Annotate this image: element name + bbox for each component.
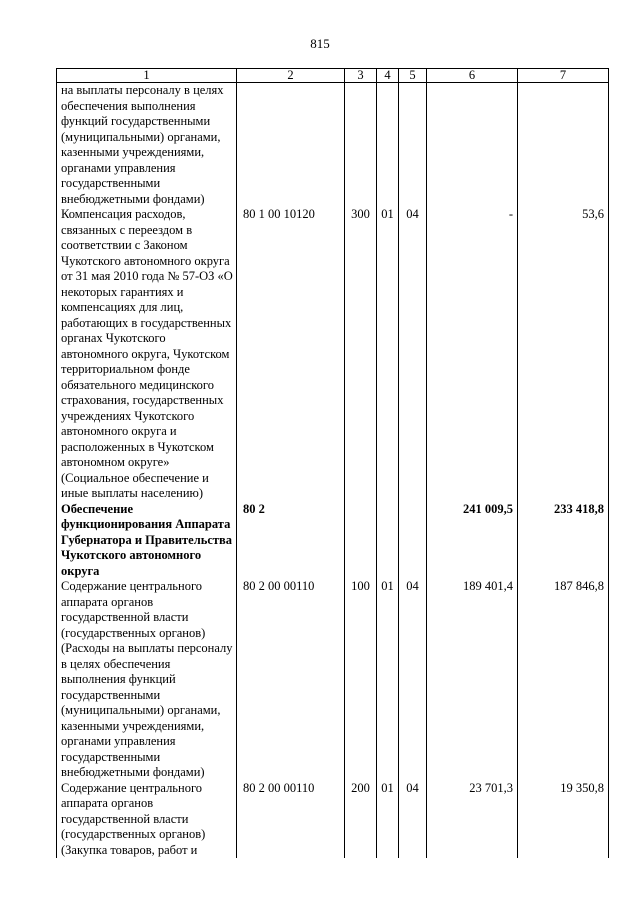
row-subsection: 04 — [399, 579, 427, 781]
row-code: 80 1 00 10120 — [237, 207, 345, 502]
column-header-5: 5 — [399, 69, 427, 83]
row-section — [377, 502, 399, 580]
row-value-year-2: 53,6 — [518, 207, 609, 502]
row-value-year-1: 189 401,4 — [427, 579, 518, 781]
row-expense-type: 200 — [345, 781, 377, 859]
row-expense-type — [345, 502, 377, 580]
row-code — [237, 83, 345, 208]
row-section: 01 — [377, 781, 399, 859]
row-value-year-1: - — [427, 207, 518, 502]
row-description: Содержание центрального аппарата органов государственной власти (государственных органов) (Закупка товаров, работ и — [57, 781, 237, 859]
row-value-year-2: 233 418,8 — [518, 502, 609, 580]
row-section: 01 — [377, 579, 399, 781]
row-value-year-1: 23 701,3 — [427, 781, 518, 859]
row-expense-type: 300 — [345, 207, 377, 502]
row-value-year-1: 241 009,5 — [427, 502, 518, 580]
row-section — [377, 83, 399, 208]
column-header-4: 4 — [377, 69, 399, 83]
table-header-row — [57, 69, 609, 83]
column-header-3: 3 — [345, 69, 377, 83]
table-row — [57, 781, 609, 859]
row-value-year-2 — [518, 83, 609, 208]
row-value-year-1 — [427, 83, 518, 208]
row-subsection — [399, 502, 427, 580]
row-description: Компенсация расходов, связанных с переездом в соответствии с Законом Чукотского автономного округа от 31 мая 2010 года № 57-ОЗ «О некоторых гарантиях и компенсациях для лиц, работающих в государственных органах Чукотского автономного округа, Чукотском территориальном фонде обязательного медицинского страхования, государственных учреждениях Чукотского автономного округа и расположенных в Чукотском автономном округе» (Социальное обеспечение и иные выплаты населению) — [57, 207, 237, 502]
table-row-section-heading — [57, 502, 609, 580]
table-row — [57, 579, 609, 781]
row-description: Обеспечение функционирования Аппарата Губернатора и Правительства Чукотского автономного округа — [57, 502, 237, 580]
row-code: 80 2 00 00110 — [237, 781, 345, 859]
row-expense-type — [345, 83, 377, 208]
page-number: 815 — [310, 36, 330, 51]
row-subsection: 04 — [399, 781, 427, 859]
row-code: 80 2 00 00110 — [237, 579, 345, 781]
column-header-1: 1 — [57, 69, 237, 83]
row-value-year-2: 19 350,8 — [518, 781, 609, 859]
column-header-7: 7 — [518, 69, 609, 83]
row-code: 80 2 — [237, 502, 345, 580]
column-header-6: 6 — [427, 69, 518, 83]
row-section: 01 — [377, 207, 399, 502]
row-value-year-2: 187 846,8 — [518, 579, 609, 781]
table-row — [57, 83, 609, 208]
column-header-2: 2 — [237, 69, 345, 83]
row-expense-type: 100 — [345, 579, 377, 781]
budget-table — [56, 68, 609, 858]
row-subsection: 04 — [399, 207, 427, 502]
table-row — [57, 207, 609, 502]
row-subsection — [399, 83, 427, 208]
row-description: на выплаты персоналу в целях обеспечения выполнения функций государственными (муниципальными) органами, казенными учреждениями, органами управления государственными внебюджетными фондами) — [57, 83, 237, 208]
row-description: Содержание центрального аппарата органов государственной власти (государственных органов) (Расходы на выплаты персоналу в целях обеспечения выполнения функций государственными (муниципальными) органами, казенными учреждениями, органами управления государственными внебюджетными фондами) — [57, 579, 237, 781]
